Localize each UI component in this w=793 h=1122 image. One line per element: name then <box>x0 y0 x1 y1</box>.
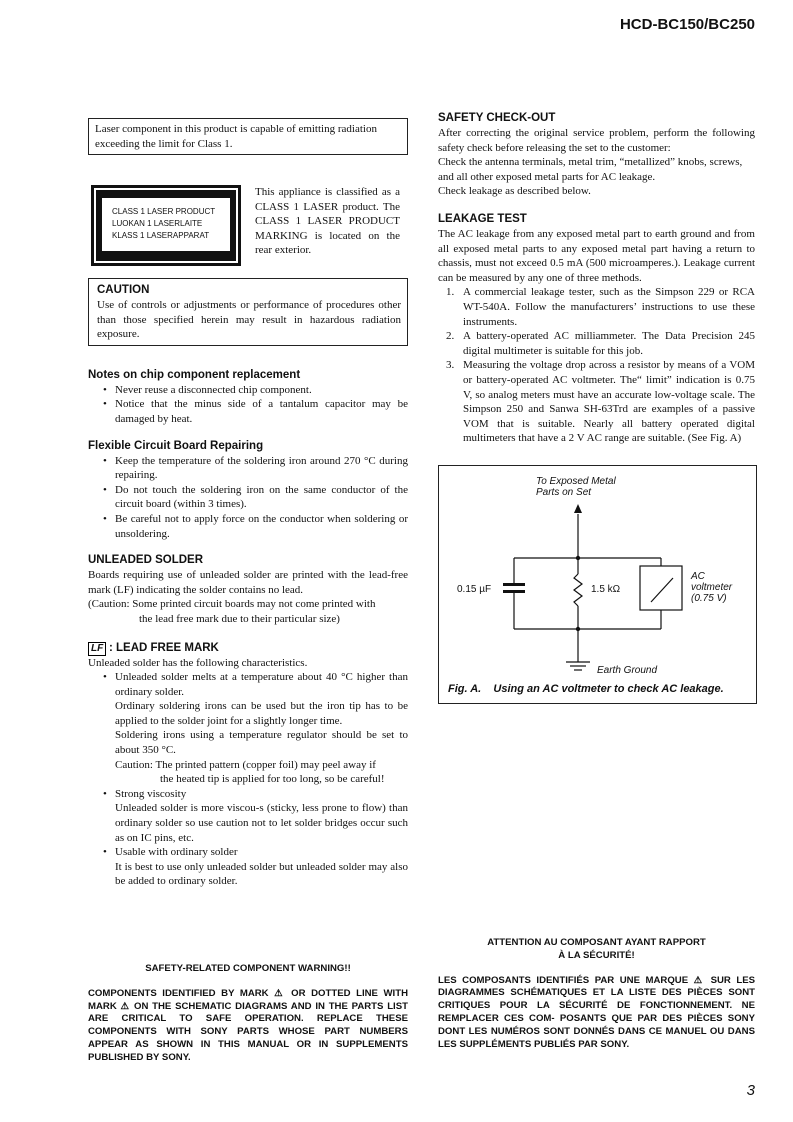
chip-heading: Notes on chip component replacement <box>88 368 301 381</box>
list-item: 1. A commercial leakage tester, such as the Simpson 229 or RCA WT-540A. Follow the manufacturers’ instructions to use these instruments. <box>446 286 755 328</box>
unleaded-heading: UNLEADED SOLDER <box>88 554 204 567</box>
label-line: KLASS 1 LASERAPPARAT <box>112 231 210 240</box>
meter-label-line1: AC <box>691 571 705 582</box>
caution-box <box>88 278 408 346</box>
arrow-up-icon <box>574 504 582 513</box>
fr-title-line1: ATTENTION AU COMPOSANT AYANT RAPPORT <box>487 937 706 948</box>
warning-text: COMPONENTS IDENTIFIED BY MARK ⚠ OR DOTTED LINE WITH MARK ⚠ ON THE SCHEMATIC DIAGRAMS AND IN THE PARTS LIST ARE CRITICAL TO SAFE OPERATION. REPLACE THESE COMPONENTS WITH SONY PARTS WHOSE PART NUMBERS APPEAR AS SHOWN IN THIS MANUAL OR IN SUPPLEMENTS PUBLISHED BY SONY. <box>88 987 408 1063</box>
warning-title: SAFETY-RELATED COMPONENT WARNING!! <box>145 963 351 974</box>
safety-warning-fr <box>438 937 755 1051</box>
laser-note-text: Laser component in this product is capable of emitting radiation exceeding the limit for Class 1. <box>95 123 377 150</box>
laser-note-box <box>88 118 408 155</box>
figure-a <box>438 465 757 704</box>
label-line: CLASS 1 LASER PRODUCT <box>112 207 216 216</box>
capacitor-plate <box>503 583 525 586</box>
safety-warning-en <box>88 963 408 1065</box>
leadfree-heading: : LEAD FREE MARK <box>108 641 219 654</box>
flex-heading: Flexible Circuit Board Repairing <box>88 439 264 452</box>
page-number: 3 <box>746 1082 755 1099</box>
resistor-value: 1.5 kΩ <box>591 584 621 595</box>
safety-text-2: Check the antenna terminals, metal trim, “metallized” knobs, screws, and all other exposed metal parts for AC leakage. <box>438 156 743 183</box>
meter-label-line2: voltmeter <box>691 582 733 593</box>
list-item: • Usable with ordinary solder It is best to use only unleaded solder but unleaded solder may also be added to ordinary solder. <box>115 845 408 889</box>
safety-text: After correcting the original service problem, perform the following safety check before releasing the set to the customer: <box>438 127 755 154</box>
appliance-class-text: This appliance is classified as a CLASS 1 LASER product. The CLASS 1 LASER PRODUCT MARKING is located on the rear exterior. <box>255 186 400 257</box>
label-line: LUOKAN 1 LASERLAITE <box>112 219 203 228</box>
left-column <box>88 118 408 889</box>
right-column <box>438 111 755 446</box>
safety-text-3: Check leakage as described below. <box>438 185 591 198</box>
leakage-text: The AC leakage from any exposed metal part to earth ground and from all exposed metal parts to any exposed metal part having a return to chassis, must not exceed 0.5 mA (500 microamperes.). Leakage current can be measured by any one of three methods. <box>438 227 755 284</box>
leakage-heading: LEAKAGE TEST <box>438 212 527 225</box>
junction-dot <box>576 627 580 631</box>
list-item: • Never reuse a disconnected chip component. <box>115 383 408 398</box>
caution-text: Use of controls or adjustments or performance of procedures other than those specified herein may result in hazardous radiation exposure. <box>97 299 401 341</box>
junction-dot <box>576 556 580 560</box>
list-item: • Strong viscosity Unleaded solder is more viscou-s (sticky, less prone to flow) than ordinary solder so use caution not to let solder bridges occur such as on IC pins, etc. <box>115 787 408 845</box>
safety-heading: SAFETY CHECK-OUT <box>438 112 556 124</box>
capacitor-plate <box>503 590 525 593</box>
list-item: • Be careful not to apply force on the conductor when soldering or unsoldering. <box>115 512 408 541</box>
list-item: 2. A battery-operated AC milliammeter. The Data Precision 245 digital multimeter is suitable for this job. <box>446 330 755 357</box>
fig-top-label-line2: Parts on Set <box>536 487 592 498</box>
figure-caption: Fig. A. Using an AC voltmeter to check AC leakage. <box>448 683 724 695</box>
list-item: • Keep the temperature of the soldering iron around 270 °C during repairing. <box>115 454 408 483</box>
list-item: • Do not touch the soldering iron on the same conductor of the circuit board (within 3 times). <box>115 483 408 512</box>
leadfree-intro: Unleaded solder has the following characteristics. <box>88 656 308 669</box>
unleaded-text: Boards requiring use of unleaded solder are printed with the lead-free mark (LF) indicating the solder contains no lead. <box>88 569 408 596</box>
capacitor-value: 0.15 µF <box>457 584 492 595</box>
list-item: • Notice that the minus side of a tantalum capacitor may be damaged by heat. <box>115 397 408 426</box>
caution-title: CAUTION <box>97 284 150 296</box>
unleaded-caution-line2: the lead free mark due to their particular size) <box>139 612 340 625</box>
fig-top-label-line1: To Exposed Metal <box>536 476 616 487</box>
list-item: 3. Measuring the voltage drop across a resistor by means of a VOM or battery-operated AC voltmeter. The“ limit” indication is 0.75 V, so analog meters must have an accurate low-voltage scale. The Simpson 250 and Sanwa SH-63Trd are examples of a passive VOM that is suitable. Nearly all battery operated digital multimeters that have a 2 V AC range are suitable. (See Fig. A) <box>446 359 755 445</box>
earth-ground-label: Earth Ground <box>597 665 658 676</box>
fr-warning-text: LES COMPOSANTS IDENTIFIÉS PAR UNE MARQUE ⚠ SUR LES DIAGRAMMES SCHÉMATIQUES ET LA LISTE DES PIÈCES SONT CRITIQUES POUR LA SÉCURITÉ DE FONCTIONNEMENT. NE REMPLACER CES COM- POSANTS QUE PAR DES PIÈCES SONY DONT LES NUMÉROS SONT DONNÉS DANS CE MANUEL OU DANS LES SUPPLÉMENTS PUBLIÉS PAR SONY. <box>438 974 755 1050</box>
list-item: • Unleaded solder melts at a temperature about 40 °C higher than ordinary solder. Ordinary soldering irons can be used but the iron tip has to be applied to the solder joint for a slightly longer time. Soldering irons using a temperature regulator should be set to about 350 °C. Caution: The printed pattern (copper foil) may peel away if the heated tip is applied for too long, so be careful! <box>115 670 408 787</box>
unleaded-caution-line1: (Caution: Some printed circuit boards may not come printed with <box>88 598 376 611</box>
meter-label-line3: (0.75 V) <box>691 593 727 604</box>
leadfree-heading-row <box>88 641 408 656</box>
fr-title-line2: À LA SÉCURITÉ! <box>558 949 635 961</box>
lead-free-mark-icon: LF <box>88 642 106 656</box>
laser-label-row <box>88 185 408 257</box>
laser-product-label <box>91 185 241 266</box>
model-number: HCD-BC150/BC250 <box>619 16 755 33</box>
